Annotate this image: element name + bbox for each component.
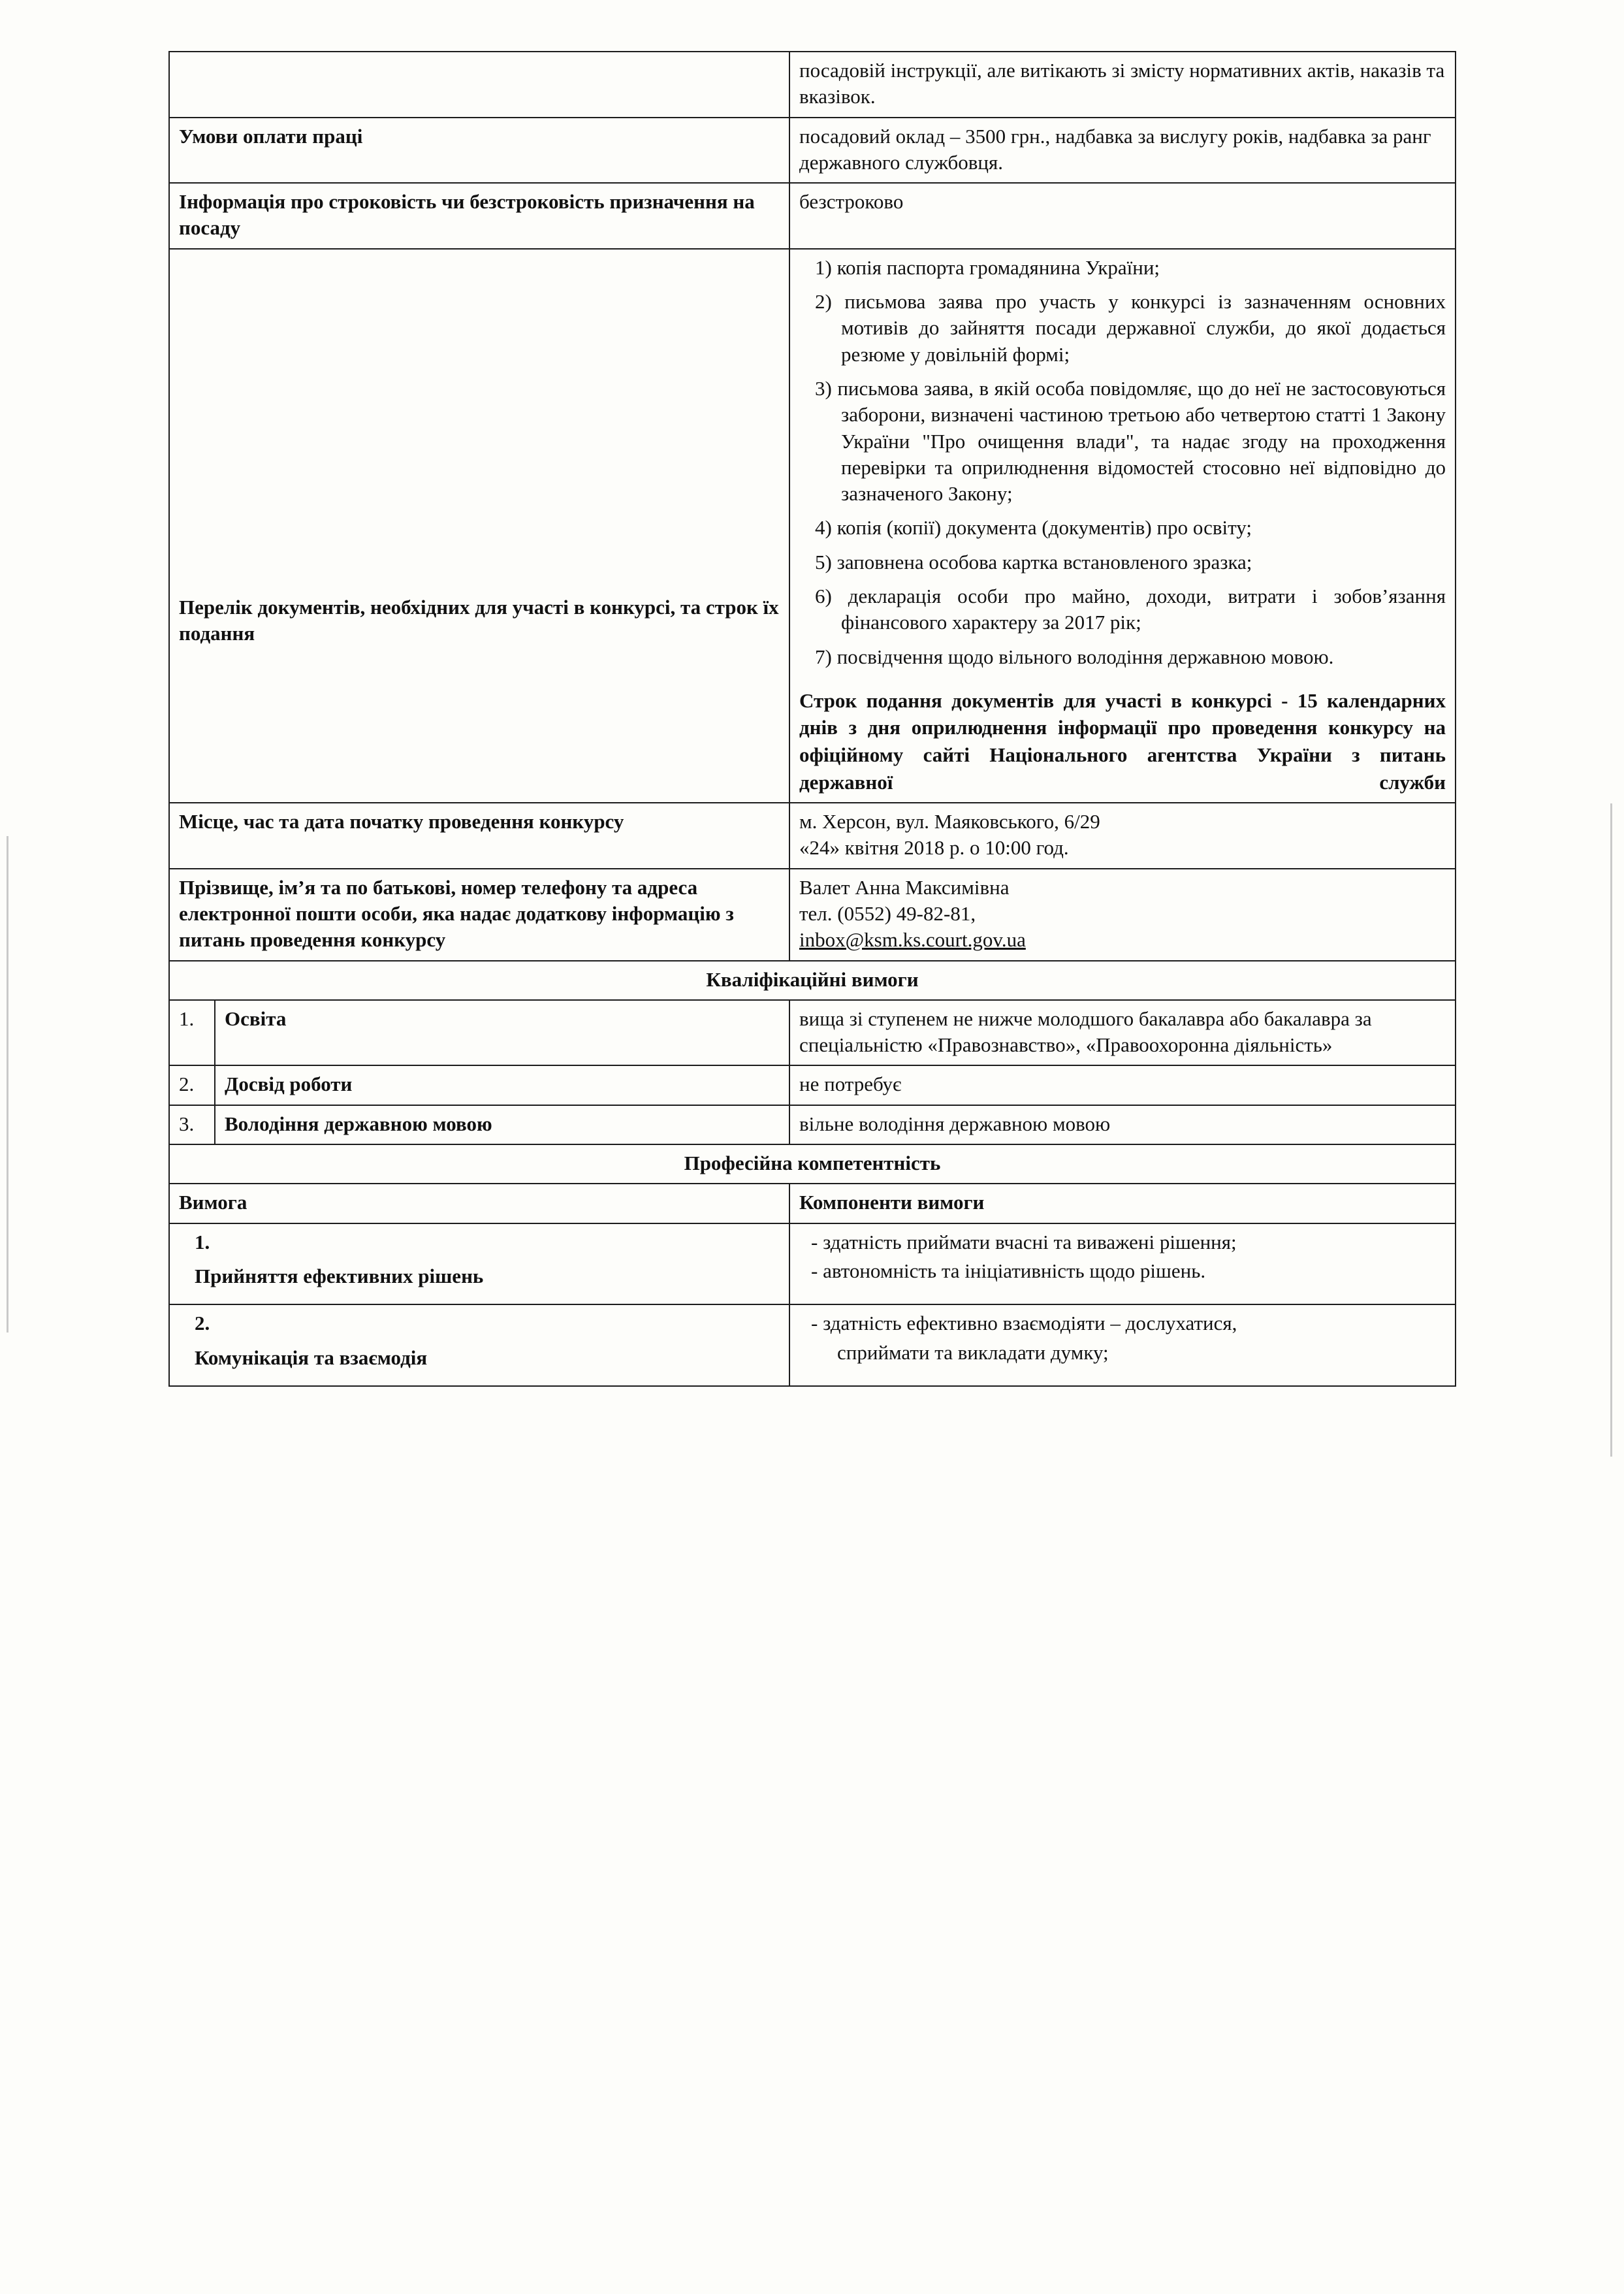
qualification-label-education: Освіта <box>215 1000 789 1066</box>
qualification-number: 2. <box>169 1065 215 1105</box>
competence-heading: Професійна компетентність <box>169 1144 1456 1184</box>
row-label-documents-text: Перелік документів, необхідних для участі в конкурсі, та строк їх подання <box>179 595 779 645</box>
table-row-documents <box>169 249 1456 803</box>
table-row <box>169 52 1456 118</box>
row-label-documents <box>169 249 789 803</box>
contact-email[interactable]: inbox@ksm.ks.court.gov.ua <box>799 928 1026 952</box>
competence-requirement-text-1: Прийняття ефективних рішень <box>195 1264 484 1287</box>
table-row-contact <box>169 869 1456 961</box>
qualification-value-education: вища зі ступенем не нижче молодшого бакалавра або бакалавра за спеціальністю «Правознавство», «Правоохоронна діяльність» <box>789 1000 1456 1066</box>
competence-requirement-text-2: Комунікація та взаємодія <box>195 1346 428 1369</box>
table-row <box>169 1065 1456 1105</box>
documents-deadline: Строк подання документів для участі в конкурсі - 15 календарних днів з дня оприлюднення інформації про проведення конкурсу на офіційному сайті Національного агентства України з питань державної служби <box>799 688 1446 794</box>
document-item: 5) заповнена особова картка встановленого зразка; <box>815 550 1252 574</box>
row-label-term: Інформація про строковість чи безстроковість призначення на посаду <box>169 183 789 249</box>
document-item: 4) копія (копії) документа (документів) про освіту; <box>815 516 1252 540</box>
contact-phone: тел. (0552) 49-82-81, <box>799 901 976 925</box>
section-heading-row <box>169 1144 1456 1184</box>
competence-components-1 <box>789 1223 1456 1305</box>
competence-component: - здатність ефективно взаємодіяти – дослухатися, <box>811 1312 1237 1335</box>
table-row <box>169 183 1456 249</box>
row-value-place <box>789 803 1456 869</box>
place-address: м. Херсон, вул. Маяковського, 6/29 <box>799 810 1100 833</box>
row-value-documents <box>789 249 1456 803</box>
qualification-number: 3. <box>169 1105 215 1144</box>
row-value-contact <box>789 869 1456 961</box>
table-row <box>169 1105 1456 1144</box>
row-label-place: Місце, час та дата початку проведення конкурсу <box>169 803 789 869</box>
scan-edge-left <box>7 836 8 1333</box>
competence-requirement-number-2: 2. <box>195 1312 210 1335</box>
row-value-term: безстроково <box>789 183 1456 249</box>
row-value-payment: посадовий оклад – 3500 грн., надбавка за вислугу років, надбавка за ранг державного службовця. <box>789 118 1456 184</box>
competence-components-2 <box>789 1304 1456 1386</box>
row-label-payment: Умови оплати праці <box>169 118 789 184</box>
document-item: 7) посвідчення щодо вільного володіння державною мовою. <box>815 645 1334 668</box>
announcement-table <box>168 51 1456 1387</box>
qualification-value-experience: не потребує <box>789 1065 1456 1105</box>
qualification-heading: Кваліфікаційні вимоги <box>169 961 1456 1000</box>
qualification-number: 1. <box>169 1000 215 1066</box>
row-label-continuation <box>169 52 789 118</box>
row-label-contact: Прізвище, ім’я та по батькові, номер телефону та адреса електронної пошти особи, яка надає додаткову інформацію з питань проведення конкурсу <box>169 869 789 961</box>
row-value-continuation: посадовій інструкції, але витікають зі змісту нормативних актів, наказів та вказівок. <box>789 52 1456 118</box>
contact-name: Валет Анна Максимівна <box>799 875 1010 899</box>
table-row <box>169 118 1456 184</box>
table-row <box>169 1000 1456 1066</box>
document-item: 1) копія паспорта громадянина України; <box>815 255 1160 279</box>
competence-header-row <box>169 1184 1456 1223</box>
qualification-value-language: вільне володіння державною мовою <box>789 1105 1456 1144</box>
competence-col-requirement: Вимога <box>169 1184 789 1223</box>
competence-component: - здатність приймати вчасні та виважені рішення; <box>811 1230 1237 1253</box>
competence-requirement-number-1: 1. <box>195 1230 210 1253</box>
competence-requirement-2 <box>169 1304 789 1386</box>
scan-edge-right <box>1610 803 1612 1457</box>
competence-col-components: Компоненти вимоги <box>789 1184 1456 1223</box>
document-item: 3) письмова заява, в якій особа повідомляє, що до неї не застосовуються заборони, визначені частиною третьою або четвертою статті 1 Закону України "Про очищення влади", та надає згоду на проходження перевірки та оприлюднення відомостей стосовно неї відповідно до зазначеного Закону; <box>815 376 1446 506</box>
document-item: 2) письмова заява про участь у конкурсі із зазначенням основних мотивів до зайняття посади державної служби, до якої додається резюме у довільній формі; <box>815 290 1446 366</box>
document-item: 6) декларація особи про майно, доходи, витрати і зобов’язання фінансового характеру за 2017 рік; <box>815 585 1446 634</box>
place-datetime: «24» квітня 2018 р. о 10:00 год. <box>799 836 1069 860</box>
competence-requirement-1 <box>169 1223 789 1305</box>
qualification-label-experience: Досвід роботи <box>215 1065 789 1105</box>
competence-component: - автономність та ініціативність щодо рішень. <box>811 1259 1206 1282</box>
qualification-label-language: Володіння державною мовою <box>215 1105 789 1144</box>
competence-component: сприймати та викладати думку; <box>837 1340 1109 1364</box>
section-heading-row <box>169 961 1456 1000</box>
competence-row <box>169 1223 1456 1305</box>
competence-row <box>169 1304 1456 1386</box>
table-row-place <box>169 803 1456 869</box>
